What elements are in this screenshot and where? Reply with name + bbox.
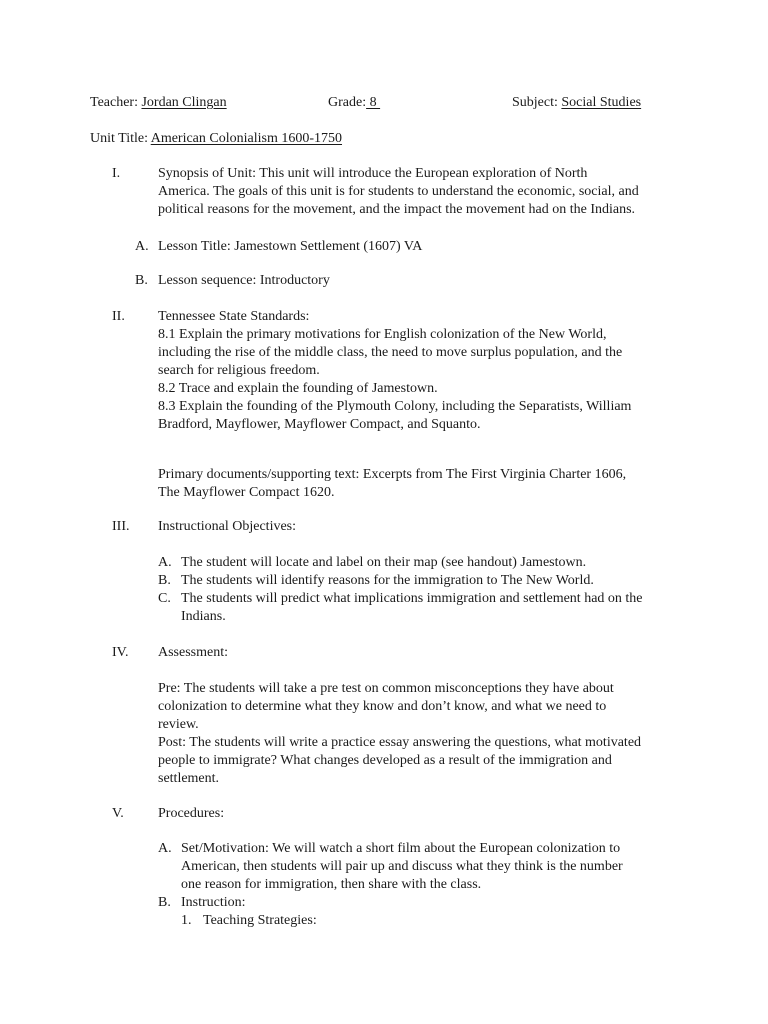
text-line: 8.1 Explain the primary motivations for English colonization of the New World, [158, 327, 607, 342]
subject-label: Subject: [512, 95, 558, 110]
text-line: search for religious freedom. [158, 363, 320, 378]
text-line: review. [158, 717, 199, 732]
list-marker: B. [135, 273, 148, 288]
text-line: 8.3 Explain the founding of the Plymouth Colony, including the Separatists, William [158, 399, 632, 414]
text-line: Indians. [181, 609, 226, 624]
objective-item: The student will locate and label on their map (see handout) Jamestown. [181, 555, 587, 570]
section-heading: Procedures: [158, 806, 225, 821]
text-line: Pre: The students will take a pre test on common misconceptions they have about [158, 681, 614, 696]
section-numeral-1: I. [112, 166, 121, 181]
assessment-paragraph [158, 680, 641, 788]
text-line: Primary documents/supporting text: Excerpts from The First Virginia Charter 1606, [158, 467, 627, 482]
instruction-label: Instruction: [181, 895, 246, 910]
text-line: 8.2 Trace and explain the founding of Jamestown. [158, 381, 438, 396]
text-line: Bradford, Mayflower, Mayflower Compact, and Squanto. [158, 417, 481, 432]
text-line: Set/Motivation: We will watch a short film about the European colonization to [181, 841, 621, 856]
text-line: America. The goals of this unit is for students to understand the economic, social, and [158, 184, 639, 199]
grade-field [328, 94, 380, 112]
text-line: American, then students will pair up and discuss what they think is the number [181, 859, 623, 874]
section-numeral-3: III. [112, 519, 130, 534]
text-line: settlement. [158, 771, 220, 786]
list-marker: B. [158, 573, 171, 588]
objective-item: The students will identify reasons for the immigration to The New World. [181, 573, 594, 588]
section-heading: Instructional Objectives: [158, 519, 297, 534]
section-numeral-5: V. [112, 806, 124, 821]
standards-paragraph [158, 308, 631, 434]
synopsis-paragraph [158, 165, 639, 219]
text-line: Synopsis of Unit: This unit will introduce the European exploration of North [158, 166, 588, 181]
teaching-strategies-label: Teaching Strategies: [203, 913, 317, 928]
primary-documents-paragraph [158, 466, 626, 502]
list-marker: 1. [181, 913, 192, 928]
grade-label: Grade: [328, 95, 367, 110]
unit-title-value: American Colonialism 1600-1750 [150, 131, 343, 146]
list-marker: A. [135, 239, 149, 254]
unit-title-label: Unit Title: [90, 131, 148, 146]
text-line: Post: The students will write a practice essay answering the questions, what motivated [158, 735, 642, 750]
list-marker: A. [158, 555, 172, 570]
teacher-name: Jordan Clingan [141, 95, 227, 110]
text-line: political reasons for the movement, and the impact the movement had on the Indians. [158, 202, 636, 217]
list-marker: C. [158, 591, 171, 606]
text-line: including the rise of the middle class, the need to move surplus population, and the [158, 345, 623, 360]
lesson-title: Lesson Title: Jamestown Settlement (1607) VA [158, 239, 423, 254]
text-line: colonization to determine what they know and don’t know, and what we need to [158, 699, 607, 714]
section-heading: Tennessee State Standards: [158, 309, 310, 324]
section-heading: Assessment: [158, 645, 228, 660]
list-marker: B. [158, 895, 171, 910]
subject-field [512, 94, 641, 112]
teacher-field [90, 94, 227, 112]
text-line: The Mayflower Compact 1620. [158, 485, 335, 500]
set-motivation-paragraph [181, 840, 623, 894]
text-line: The students will predict what implications immigration and settlement had on the [181, 591, 643, 606]
lesson-sequence: Lesson sequence: Introductory [158, 273, 330, 288]
grade-value: 8 [366, 95, 381, 110]
list-marker: A. [158, 841, 172, 856]
subject-value: Social Studies [561, 95, 642, 110]
text-line: people to immigrate? What changes developed as a result of the immigration and [158, 753, 612, 768]
section-numeral-4: IV. [112, 645, 129, 660]
teacher-label: Teacher: [90, 95, 138, 110]
text-line: one reason for immigration, then share with the class. [181, 877, 482, 892]
unit-title-field [90, 130, 342, 148]
section-numeral-2: II. [112, 309, 125, 324]
objective-item [181, 590, 643, 626]
